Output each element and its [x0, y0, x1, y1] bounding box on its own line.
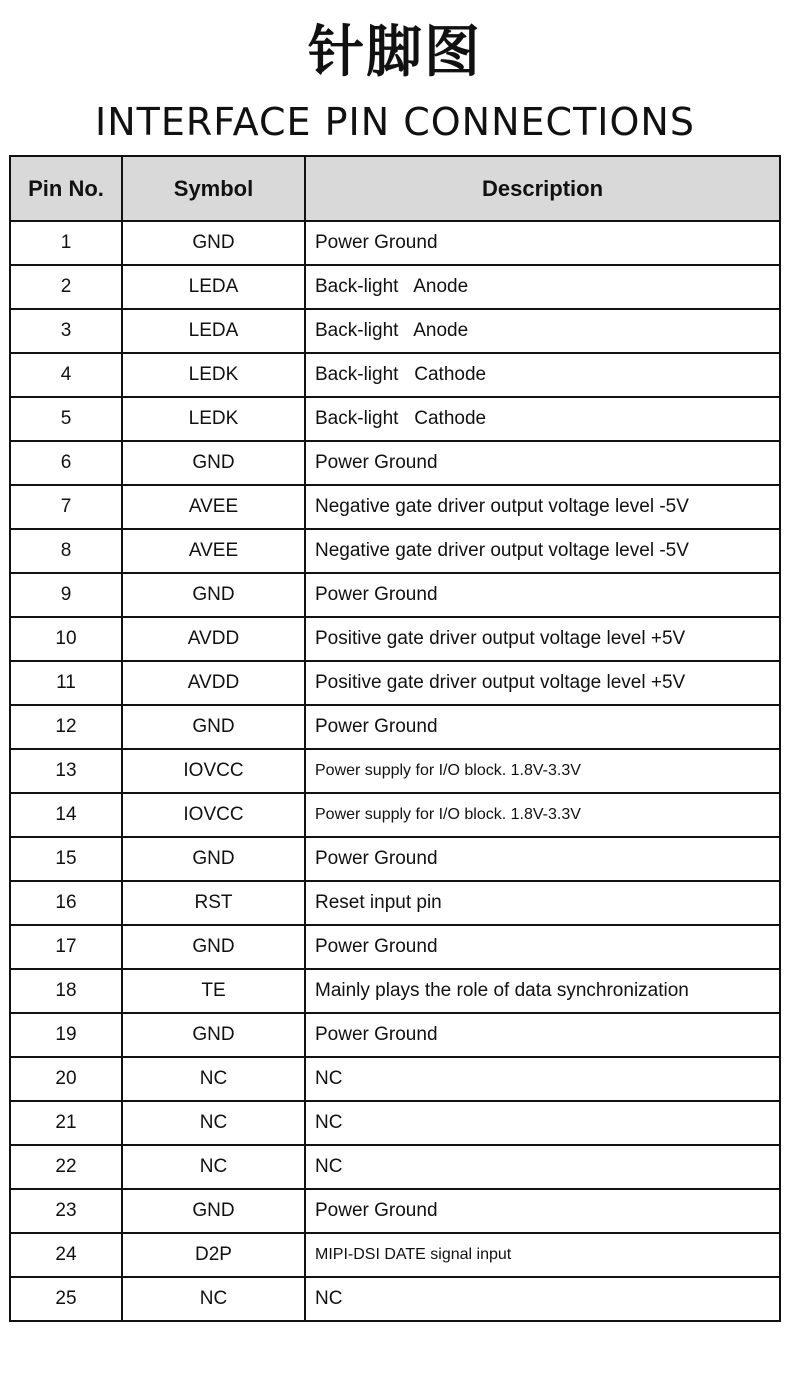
pin-description: Positive gate driver output voltage level +5V: [305, 661, 780, 705]
pin-number: 18: [10, 969, 122, 1013]
table-row: [10, 749, 780, 793]
table-row: [10, 661, 780, 705]
pin-description: MIPI-DSI DATE signal input: [305, 1233, 780, 1277]
pin-symbol: GND: [122, 441, 305, 485]
pin-number: 10: [10, 617, 122, 661]
pin-number: 22: [10, 1145, 122, 1189]
pin-description: NC: [305, 1057, 780, 1101]
pin-description: Power Ground: [305, 705, 780, 749]
table-row: [10, 221, 780, 265]
table-row: [10, 1277, 780, 1321]
pin-symbol: RST: [122, 881, 305, 925]
pin-symbol: IOVCC: [122, 793, 305, 837]
table-row: [10, 397, 780, 441]
pin-description: Back-light Cathode: [305, 397, 780, 441]
table-row: [10, 925, 780, 969]
table-row: [10, 1189, 780, 1233]
table-row: [10, 485, 780, 529]
pin-description: Negative gate driver output voltage level -5V: [305, 529, 780, 573]
pin-symbol: LEDK: [122, 353, 305, 397]
pin-symbol: GND: [122, 573, 305, 617]
pin-number: 5: [10, 397, 122, 441]
pin-description: Reset input pin: [305, 881, 780, 925]
pin-number: 4: [10, 353, 122, 397]
pin-number: 15: [10, 837, 122, 881]
pin-symbol: GND: [122, 705, 305, 749]
pin-description: Negative gate driver output voltage level -5V: [305, 485, 780, 529]
table-row: [10, 617, 780, 661]
pin-symbol: GND: [122, 221, 305, 265]
table-row: [10, 1233, 780, 1277]
pin-symbol: GND: [122, 925, 305, 969]
pin-description: Power Ground: [305, 221, 780, 265]
table-row: [10, 969, 780, 1013]
pin-number: 21: [10, 1101, 122, 1145]
pin-description: Back-light Anode: [305, 309, 780, 353]
pin-symbol: D2P: [122, 1233, 305, 1277]
header-symbol: Symbol: [122, 156, 305, 221]
pin-number: 11: [10, 661, 122, 705]
pin-description: NC: [305, 1277, 780, 1321]
pin-description: Power Ground: [305, 441, 780, 485]
pin-number: 12: [10, 705, 122, 749]
header-pin: Pin No.: [10, 156, 122, 221]
pin-number: 25: [10, 1277, 122, 1321]
pin-number: 17: [10, 925, 122, 969]
pin-number: 19: [10, 1013, 122, 1057]
pin-number: 24: [10, 1233, 122, 1277]
table-row: [10, 441, 780, 485]
pin-description: Power Ground: [305, 925, 780, 969]
pin-description: Power Ground: [305, 573, 780, 617]
pin-description: Positive gate driver output voltage level +5V: [305, 617, 780, 661]
table-row: [10, 1145, 780, 1189]
table-row: [10, 793, 780, 837]
pin-table: [9, 155, 781, 1322]
pin-symbol: GND: [122, 837, 305, 881]
pin-number: 1: [10, 221, 122, 265]
table-row: [10, 881, 780, 925]
table-row: [10, 1013, 780, 1057]
table-row: [10, 309, 780, 353]
table-row: [10, 837, 780, 881]
pin-symbol: NC: [122, 1145, 305, 1189]
header-description: Description: [305, 156, 780, 221]
pin-description: Power supply for I/O block. 1.8V-3.3V: [305, 793, 780, 837]
pin-symbol: LEDA: [122, 265, 305, 309]
pin-number: 16: [10, 881, 122, 925]
table-row: [10, 353, 780, 397]
pin-description: NC: [305, 1101, 780, 1145]
pin-description: Power supply for I/O block. 1.8V-3.3V: [305, 749, 780, 793]
pin-symbol: IOVCC: [122, 749, 305, 793]
pin-description: Power Ground: [305, 837, 780, 881]
table-header-row: [10, 156, 780, 221]
pin-number: 2: [10, 265, 122, 309]
pin-number: 7: [10, 485, 122, 529]
pin-symbol: AVDD: [122, 617, 305, 661]
pin-symbol: NC: [122, 1057, 305, 1101]
table-row: [10, 705, 780, 749]
pin-symbol: GND: [122, 1013, 305, 1057]
table-row: [10, 1101, 780, 1145]
pin-symbol: AVEE: [122, 529, 305, 573]
pin-number: 8: [10, 529, 122, 573]
pin-description: NC: [305, 1145, 780, 1189]
pin-symbol: GND: [122, 1189, 305, 1233]
pin-symbol: TE: [122, 969, 305, 1013]
table-row: [10, 573, 780, 617]
pin-number: 3: [10, 309, 122, 353]
pin-description: Back-light Anode: [305, 265, 780, 309]
pin-symbol: NC: [122, 1277, 305, 1321]
pin-number: 9: [10, 573, 122, 617]
pin-description: Power Ground: [305, 1189, 780, 1233]
pin-symbol: NC: [122, 1101, 305, 1145]
pin-description: Back-light Cathode: [305, 353, 780, 397]
pin-number: 14: [10, 793, 122, 837]
pin-number: 23: [10, 1189, 122, 1233]
title-chinese: 针脚图: [308, 20, 482, 85]
pin-description: Power Ground: [305, 1013, 780, 1057]
table-row: [10, 529, 780, 573]
pin-number: 6: [10, 441, 122, 485]
table-row: [10, 1057, 780, 1101]
pin-symbol: LEDK: [122, 397, 305, 441]
table-row: [10, 265, 780, 309]
pin-number: 13: [10, 749, 122, 793]
page-title: INTERFACE PIN CONNECTIONS: [95, 100, 695, 144]
pin-number: 20: [10, 1057, 122, 1101]
pin-symbol: LEDA: [122, 309, 305, 353]
pin-symbol: AVDD: [122, 661, 305, 705]
pin-symbol: AVEE: [122, 485, 305, 529]
pin-description: Mainly plays the role of data synchronization: [305, 969, 780, 1013]
